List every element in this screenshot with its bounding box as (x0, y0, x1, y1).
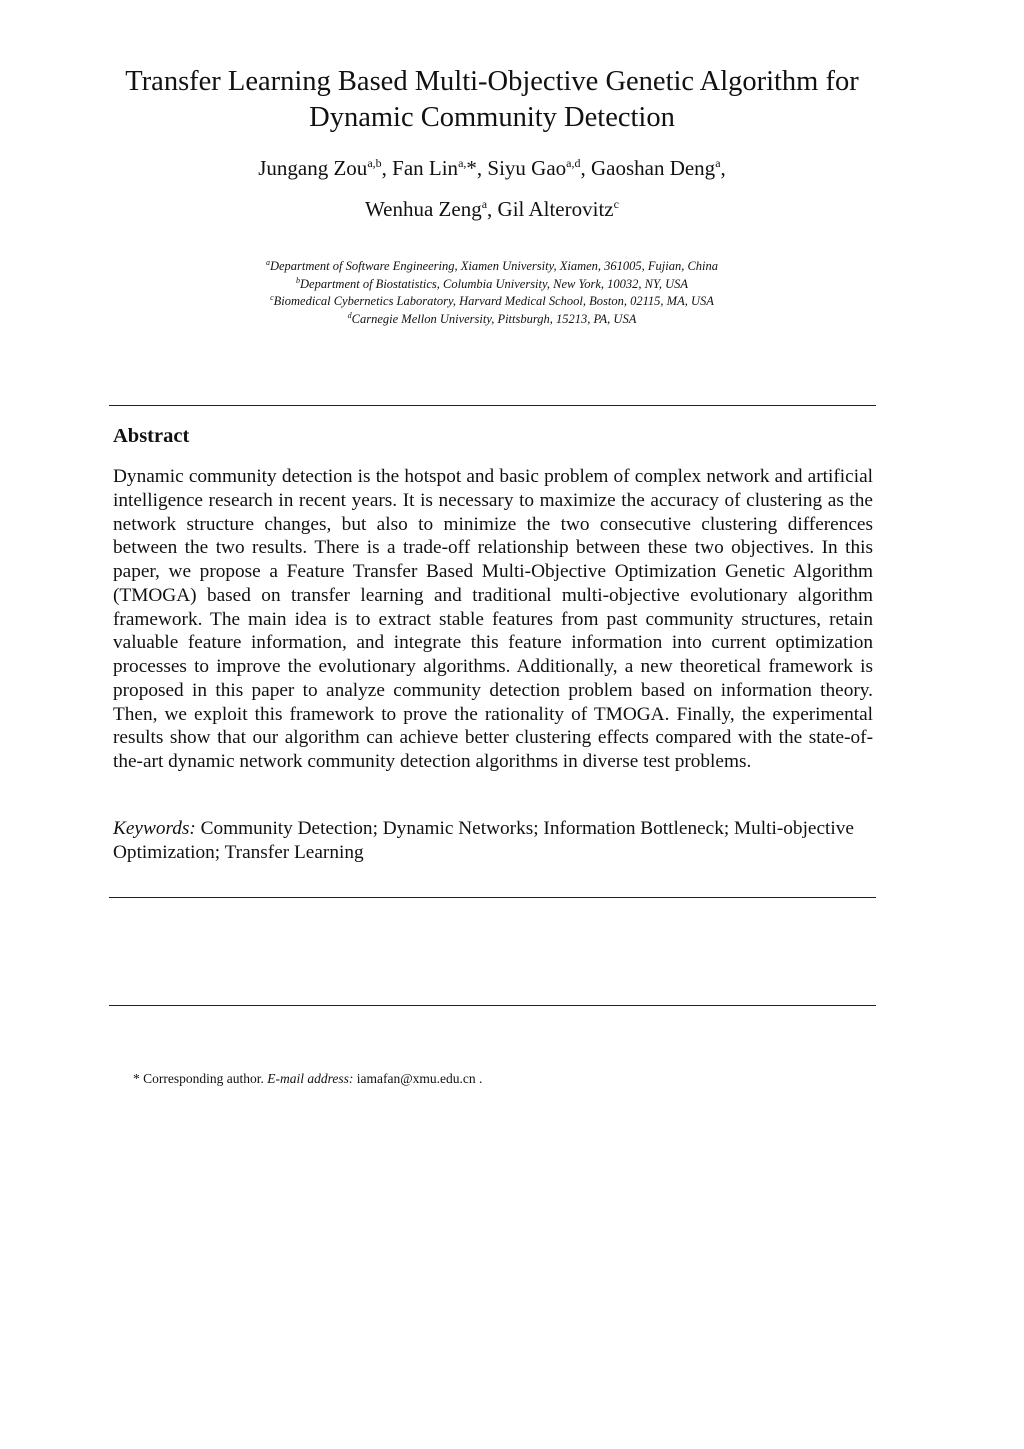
divider-top (109, 405, 876, 406)
author-list-line-1 (90, 154, 894, 182)
author: Fan Lin$^{a,}$*, (392, 156, 488, 180)
affiliation: $^d$Carnegie Mellon University, Pittsburgh, 15213, PA, USA (347, 310, 637, 326)
abstract-heading: Abstract (113, 425, 190, 447)
keywords (113, 817, 858, 865)
author: Wenhua Zeng$^a$, (365, 197, 498, 221)
affiliation: $^a$Department of Software Engineering, Xiamen University, Xiamen, 361005, Fujian, China (265, 257, 719, 273)
title-line-1: Transfer Learning Based Multi-Objective Genetic Algorithm for (125, 66, 859, 97)
author: Jungang Zou$^{a,b}$, (258, 156, 393, 180)
author-list-line-2 (90, 195, 894, 223)
paper-title (90, 64, 894, 136)
affiliation: $^b$Department of Biostatistics, Columbia University, New York, 10032, NY, USA (296, 275, 688, 291)
keywords-text: Community Detection; Dynamic Networks; Information Bottleneck; Multi-objective Optimization; Transfer Learning (113, 818, 854, 863)
email-address: iamafan@xmu.edu.cn (356, 1071, 476, 1086)
author: Siyu Gao$^{a,d}$, (487, 156, 591, 180)
email-label: E-mail address: (267, 1071, 354, 1086)
affiliation: $^c$Biomedical Cybernetics Laboratory, Harvard Medical School, Boston, 02115, MA, USA (270, 292, 714, 308)
keywords-label: Keywords: (113, 818, 196, 839)
author: Gil Alterovitz$^c$ (497, 197, 619, 221)
corresponding-author-mark: * (466, 156, 477, 180)
author: Gaoshan Deng$^a$, (590, 156, 726, 180)
abstract-text: Dynamic community detection is the hotspot and basic problem of complex network and artificial intelligence research in recent years. It is necessary to maximize the accuracy of clustering as the network structure changes, but also to minimize the two consecutive clustering differences between the two results. There is a trade-off relationship between these two objectives. In this paper, we propose a Feature Transfer Based Multi-Objective Optimization Genetic Algorithm (TMOGA) based on transfer learning and traditional multi-objective evolutionary algorithm framework. The main idea is to extract stable features from past community structures, retain valuable feature information, and integrate this feature information into current optimization processes to improve the evolutionary algorithms. Additionally, a new theoretical framework is proposed in this paper to analyze community detection problem based on information theory. Then, we exploit this framework to prove the rationality of TMOGA. Finally, the experimental results show that our algorithm can achieve better clustering effects compared with the state-of-the-art dynamic network community detection algorithms in diverse test problems. (113, 466, 873, 772)
divider-middle (109, 897, 876, 898)
title-line-2: Dynamic Community Detection (309, 102, 675, 133)
affiliations (90, 258, 894, 328)
corresponding-author-footnote: * Corresponding author. E-mail address: iamafan@xmu.edu.cn . (133, 1071, 483, 1086)
divider-bottom (109, 1005, 876, 1006)
